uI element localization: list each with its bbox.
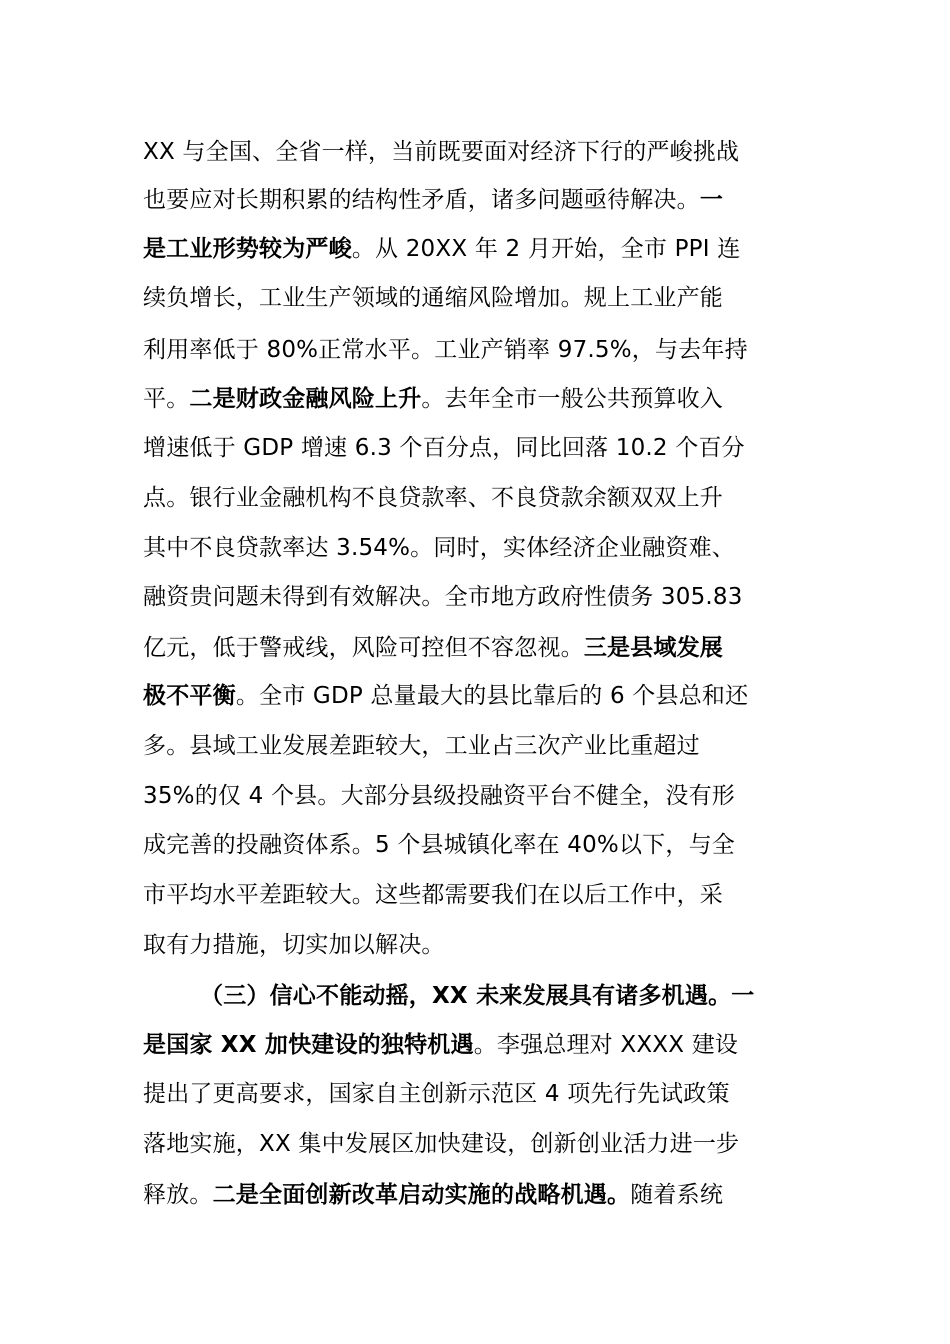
text-line-1 [143, 128, 810, 176]
text-line-11 [143, 624, 810, 672]
text-line-5 [143, 326, 810, 374]
bold-text-run: 极不平衡 [143, 683, 236, 709]
text-run: 。全市 GDP 总量最大的县比靠后的 6 个县总和还 [235, 683, 749, 709]
text-line-3 [143, 225, 810, 273]
bold-text-run: 一 [699, 187, 724, 213]
text-run: 续负增长，工业生产领域的通缩风险增加。规上工业产能 [143, 285, 723, 311]
text-line-9 [143, 524, 810, 572]
text-run: 提出了更高要求，国家自主创新示范区 4 项先行先试政策 [143, 1081, 730, 1107]
bold-text-run: 二是全面创新改革启动实施的战略机遇。 [212, 1182, 631, 1208]
text-run: 释放。 [143, 1182, 213, 1208]
text-run: 成完善的投融资体系。5 个县城镇化率在 40%以下，与全 [143, 832, 735, 858]
text-line-22 [143, 1171, 810, 1219]
text-run: 落地实施，XX 集中发展区加快建设，创新创业活力进一步 [143, 1131, 740, 1157]
text-line-14 [143, 772, 810, 820]
text-run: 也要应对长期积累的结构性矛盾，诸多问题亟待解决。 [143, 187, 700, 213]
text-run: 取有力措施，切实加以解决。 [143, 932, 445, 958]
text-run: 点。银行业金融机构不良贷款率、不良贷款余额双双上升 [143, 485, 723, 511]
text-line-17 [143, 921, 810, 969]
text-line-16 [143, 871, 810, 919]
bold-text-run: 三是县域发展 [583, 635, 724, 661]
text-line-13 [143, 722, 810, 770]
text-run: 。从 20XX 年 2 月开始，全市 PPI 连 [351, 236, 741, 262]
text-run: 。去年全市一般公共预算收入 [421, 386, 724, 412]
bold-text-run: 二是财政金融风险上升 [189, 386, 422, 412]
text-line-2 [143, 176, 810, 224]
text-run: 亿元，低于警戒线，风险可控但不容忽视。 [143, 635, 584, 661]
text-run: 。李强总理对 XXXX 建设 [473, 1032, 739, 1058]
text-run: 多。县域工业发展差距较大，工业占三次产业比重超过 [143, 733, 700, 759]
text-line-7 [143, 424, 810, 472]
text-run: 市平均水平差距较大。这些都需要我们在以后工作中，采 [143, 882, 723, 908]
bold-text-run: 是国家 XX 加快建设的独特机遇 [143, 1032, 474, 1058]
text-line-8 [143, 474, 810, 522]
text-run: 融资贵问题未得到有效解决。全市地方政府性债务 305.83 [143, 584, 743, 610]
text-line-20 [143, 1070, 810, 1118]
text-line-10 [143, 573, 810, 621]
text-run: 随着系统 [630, 1182, 724, 1208]
text-line-12 [143, 672, 810, 720]
section-heading: （三）信心不能动摇，XX 未来发展具有诸多机遇。一 [200, 983, 755, 1009]
text-run: 利用率低于 80%正常水平。工业产销率 97.5%，与去年持 [143, 337, 748, 363]
text-run: 增速低于 GDP 增速 6.3 个百分点，同比回落 10.2 个百分 [143, 435, 745, 461]
section-heading-line [200, 972, 810, 1020]
text-line-21 [143, 1120, 810, 1168]
text-run: 平。 [143, 386, 190, 412]
text-run: 35%的仅 4 个县。大部分县级投融资平台不健全，没有形 [143, 783, 735, 809]
text-line-19 [143, 1021, 810, 1069]
text-line-15 [143, 821, 810, 869]
text-run: 其中不良贷款率达 3.54%。同时，实体经济企业融资难、 [143, 535, 735, 561]
text-line-4 [143, 274, 810, 322]
text-run: XX 与全国、全省一样，当前既要面对经济下行的严峻挑战 [143, 139, 740, 165]
bold-text-run: 是工业形势较为严峻 [143, 236, 352, 262]
text-line-6 [143, 375, 810, 423]
